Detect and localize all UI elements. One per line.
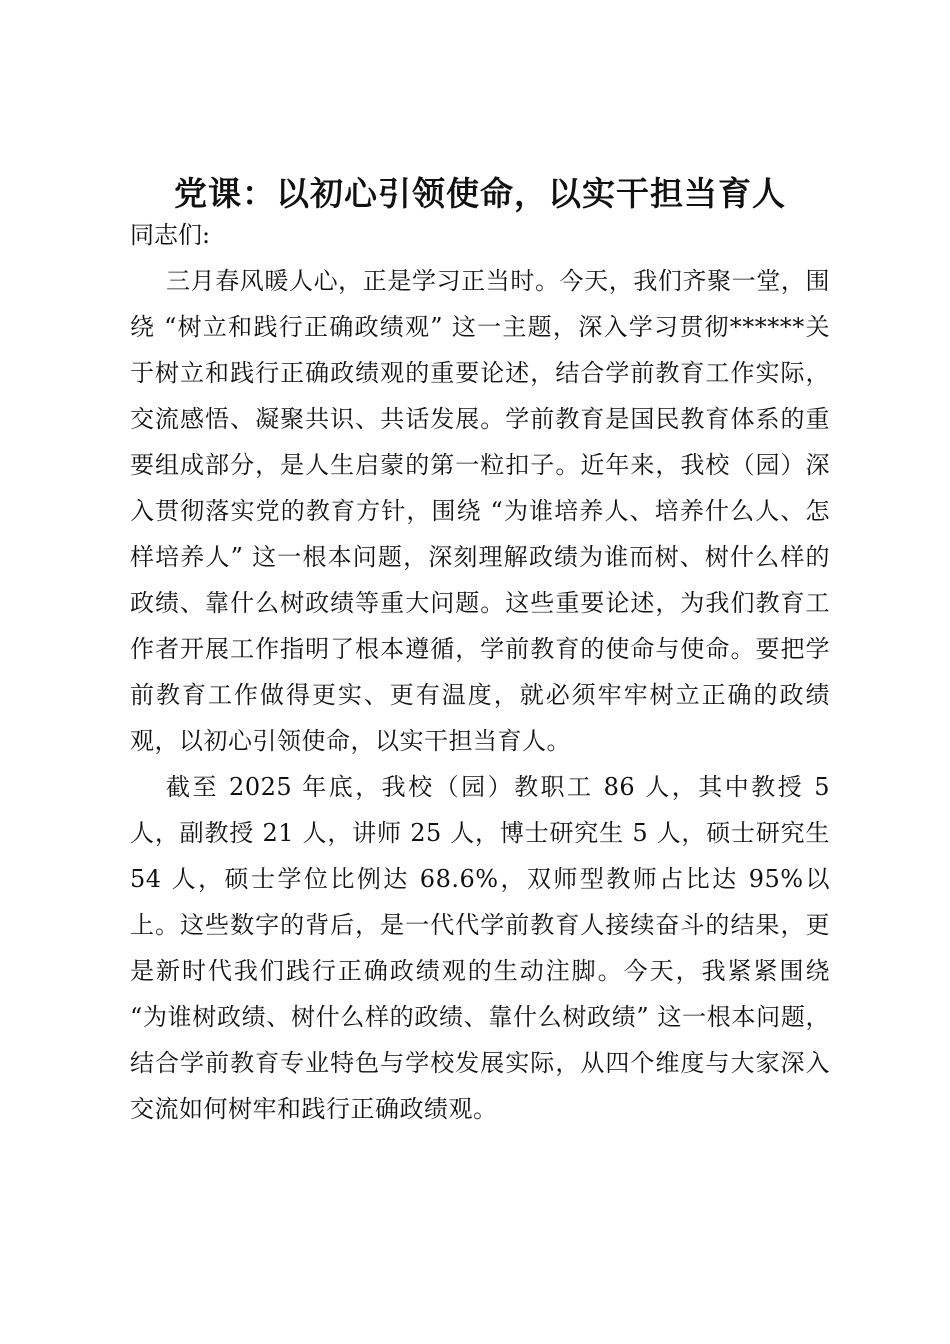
paragraph-intro: 三月春风暖人心，正是学习正当时。今天，我们齐聚一堂，围绕 “树立和践行正确政绩观” 这一主题，深入学习贯彻******关于树立和践行正确政绩观的重要论述，结合学前教育工作实际，交流感悟、凝聚共识、共话发展。学前教育是国民教育体系的重要组成部分，是人生启蒙的第一粒扣子。近年来，我校（园）深入贯彻落实党的教育方针，围绕 “为谁培养人、培养什么人、怎样培养人” 这一根本问题，深刻理解政绩为谁而树、树什么样的政绩、靠什么树政绩等重大问题。这些重要论述，为我们教育工作者开展工作指明了根本遵循，学前教育的使命与使命。要把学前教育工作做得更实、更有温度，就必须牢牢树立正确的政绩观，以初心引领使命，以实干担当育人。 [130,267,830,755]
document-body [130,212,830,1132]
paragraph-statistics: 截至 2025 年底，我校（园）教职工 86 人，其中教授 5 人，副教授 21 人，讲师 25 人，博士研究生 5 人，硕士研究生 54 人，硕士学位比例达 68.6%，双师型教师占比达 95%以上。这些数字的背后，是一代代学前教育人接续奋斗的结果，更是新时代我们践行正确政绩观的生动注脚。今天，我紧紧围绕 “为谁树政绩、树什么样的政绩、靠什么树政绩” 这一根本问题，结合学前教育专业特色与学校发展实际，从四个维度与大家深入交流如何树牢和践行正确政绩观。 [130,773,830,1123]
salutation: 同志们: [130,221,211,249]
document-title: 党课：以初心引领使命，以实干担当育人 [174,174,786,213]
